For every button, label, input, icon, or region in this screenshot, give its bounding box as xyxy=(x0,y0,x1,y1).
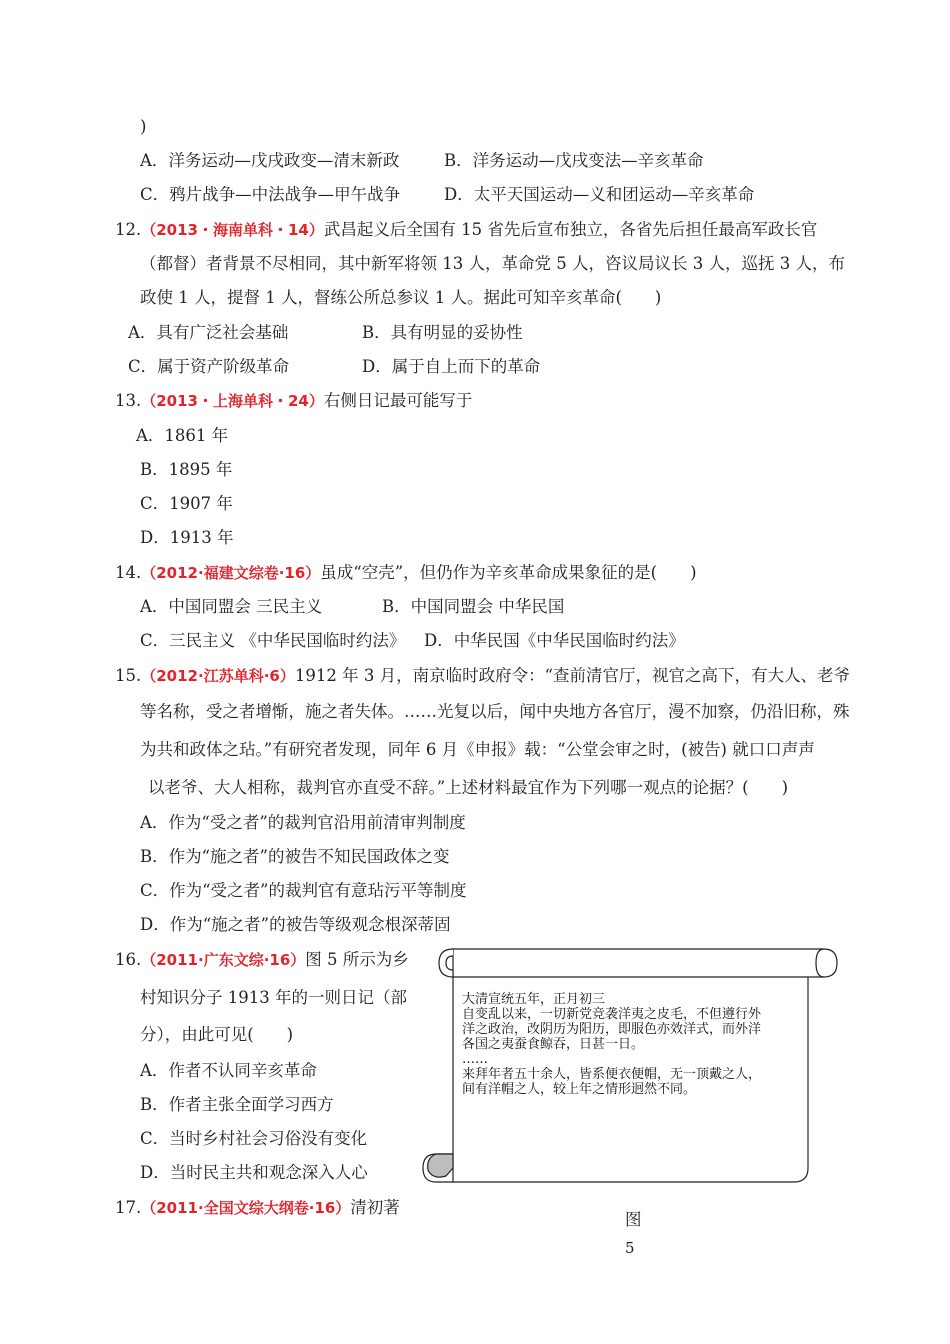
q15-option-c: C．作为“受之者”的裁判官有意玷污平等制度 xyxy=(140,881,467,900)
q16-option-c: C．当时乡村社会习俗没有变化 xyxy=(140,1129,368,1148)
question-number: 13. xyxy=(115,391,142,410)
q15-option-b: B．作为“施之者”的被告不知民国政体之变 xyxy=(140,847,450,866)
q15-line-1 xyxy=(115,665,850,687)
q12-line-2: （都督）者背景不尽相同，其中新军将领 13 人，革命党 5 人，咨议局议长 3 人，巡抚 3 人，布 xyxy=(140,254,845,273)
q14-option-c: C．三民主义 《中华民国临时约法》 xyxy=(140,631,406,650)
q11-option-a: A．洋务运动—戊戌政变—清末新政 xyxy=(140,151,400,170)
question-number: 17. xyxy=(115,1198,142,1217)
scroll-line: 间有洋帽之人，较上年之情形迥然不同。 xyxy=(462,1082,697,1097)
q12-option-a: A．具有广泛社会基础 xyxy=(128,323,289,342)
q13-option-b: B．1895 年 xyxy=(140,460,233,479)
q11-tail: ) xyxy=(140,117,147,136)
q16-line-3: 分），由此可见( ) xyxy=(140,1025,294,1044)
scroll-line: 自变乱以来，一切新党竞袭洋夷之皮毛，不但遵行外 xyxy=(462,1007,762,1022)
q16-option-b: B．作者主张全面学习西方 xyxy=(140,1095,334,1114)
figure-caption-label: 图 xyxy=(625,1210,642,1229)
question-number: 15. xyxy=(115,666,142,685)
question-source: （2013・海南单科・14） xyxy=(141,221,324,239)
question-text: 虽成“空壳”，但仍作为辛亥革命成果象征的是( ) xyxy=(320,563,697,582)
scroll-diary-text xyxy=(462,992,792,1097)
q14-option-b: B．中国同盟会 中华民国 xyxy=(382,597,565,616)
question-number: 16. xyxy=(115,950,142,969)
q12-line-1 xyxy=(115,219,817,241)
figure-caption-number: 5 xyxy=(625,1239,635,1257)
q13-line-1 xyxy=(115,390,472,412)
q15-option-a: A．作为“受之者”的裁判官沿用前清审判制度 xyxy=(140,813,466,832)
q15-line-3: 为共和政体之玷。”有研究者发现，同年 6 月《申报》载：“公堂会审之时，(被告) 就口口声声 xyxy=(140,740,815,759)
question-source: （2012·江苏单科·6） xyxy=(141,667,295,685)
question-number: 12. xyxy=(115,220,142,239)
question-text: 1912 年 3 月，南京临时政府令：“查前清官厅，视官之高下，有大人、老爷 xyxy=(294,666,851,685)
question-source: （2013・上海单科・24） xyxy=(141,392,324,410)
q12-option-d: D．属于自上而下的革命 xyxy=(362,357,541,376)
q16-option-a: A．作者不认同辛亥革命 xyxy=(140,1061,317,1080)
q16-line-1 xyxy=(115,949,409,971)
question-text: 清初著 xyxy=(350,1198,400,1217)
scroll-line: 来拜年者五十余人，皆系便衣便帽，无一顶戴之人， xyxy=(462,1067,762,1082)
q12-option-b: B．具有明显的妥协性 xyxy=(362,323,523,342)
q14-option-a: A．中国同盟会 三民主义 xyxy=(140,597,323,616)
q16-line-2: 村知识分子 1913 年的一则日记（部 xyxy=(140,988,407,1007)
q13-option-a: A．1861 年 xyxy=(136,426,229,445)
question-text: 图 5 所示为乡 xyxy=(305,950,409,969)
q15-option-d: D．作为“施之者”的被告等级观念根深蒂固 xyxy=(140,915,451,934)
scroll-line: 洋之政治，改阴历为阳历，即服色亦效洋式，而外洋 xyxy=(462,1022,762,1037)
scroll-line: …… xyxy=(462,1052,488,1067)
q12-option-c: C．属于资产阶级革命 xyxy=(128,357,290,376)
q14-option-d: D．中华民国《中华民国临时约法》 xyxy=(424,631,685,650)
q12-line-3: 政使 1 人，提督 1 人，督练公所总参议 1 人。据此可知辛亥革命( ) xyxy=(140,288,662,307)
q11-option-b: B．洋务运动—戊戌变法—辛亥革命 xyxy=(444,151,704,170)
q11-option-c: C．鸦片战争—中法战争—甲午战争 xyxy=(140,185,401,204)
q11-option-d: D．太平天国运动—义和团运动—辛亥革命 xyxy=(444,185,755,204)
q16-option-d: D．当时民主共和观念深入人心 xyxy=(140,1163,368,1182)
question-text: 武昌起义后全国有 15 省先后宣布独立，各省先后担任最高军政长官 xyxy=(323,220,818,239)
question-source: （2011·全国文综大纲卷·16） xyxy=(141,1199,351,1217)
question-number: 14. xyxy=(115,563,142,582)
q13-option-d: D．1913 年 xyxy=(140,528,234,547)
question-text: 右侧日记最可能写于 xyxy=(323,391,473,410)
q14-line-1 xyxy=(115,562,697,584)
question-source: （2011·广东文综·16） xyxy=(141,951,306,969)
q13-option-c: C．1907 年 xyxy=(140,494,233,513)
q17-line-1 xyxy=(115,1197,400,1219)
scroll-line: 大清宣统五年，正月初三 xyxy=(462,992,606,1007)
scroll-line: 各国之夷蚕食鲸吞，日甚一日。 xyxy=(462,1037,645,1052)
question-source: （2012·福建文综卷·16） xyxy=(141,564,321,582)
q15-line-2: 等名称，受之者增惭，施之者失体。……光复以后，闻中央地方各官厅，漫不加察，仍沿旧称，殊 xyxy=(140,702,850,721)
q15-line-4: 以老爷、大人相称，裁判官亦直受不辞。”上述材料最宜作为下列哪一观点的论据？( ) xyxy=(148,778,789,797)
